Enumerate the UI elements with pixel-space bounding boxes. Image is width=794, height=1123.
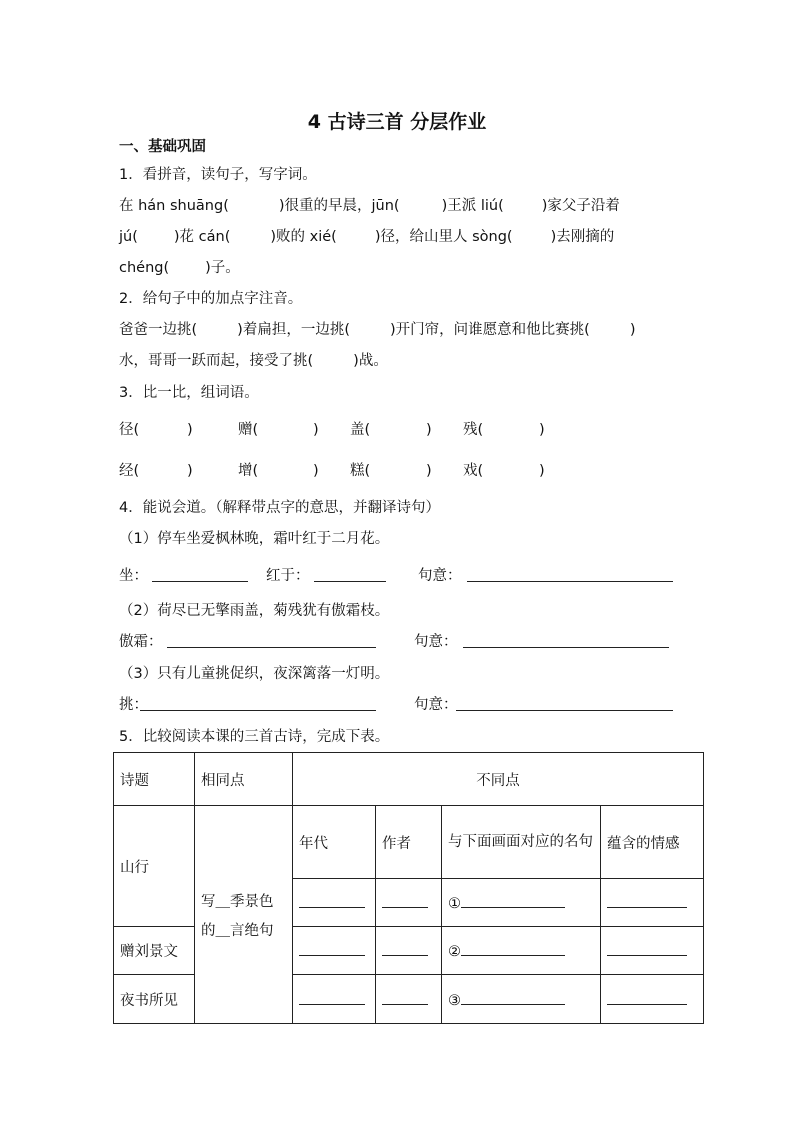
q1-text: 在 hán shuāng( xyxy=(119,198,229,214)
header-poem-title: 诗题 xyxy=(114,753,195,806)
circled-number: ③ xyxy=(448,992,461,1009)
answer-cell[interactable] xyxy=(293,879,376,927)
q3-r2-c3-close: ) xyxy=(426,463,432,479)
q1-text: )花 cán( xyxy=(173,229,231,245)
q3-r2-c2-close: ) xyxy=(313,463,319,479)
answer-cell[interactable] xyxy=(293,975,376,1024)
q1-text: )王派 liú( xyxy=(441,198,504,214)
q2-text: ) xyxy=(629,322,636,338)
poem-zengliujingwen: 赠刘景文 xyxy=(114,927,195,975)
page-title: 4 古诗三首 分层作业 xyxy=(307,111,487,133)
q4-sentence-3: （3）只有儿童挑促织，夜深篱落一灯明。 xyxy=(119,666,390,682)
q4-sentence-2: （2）荷尽已无擎雨盖，菊残犹有傲霜枝。 xyxy=(119,603,390,619)
answer-cell[interactable] xyxy=(601,927,704,975)
section-heading: 一、基础巩固 xyxy=(119,139,206,155)
poem-shanxing: 山行 xyxy=(114,806,195,927)
q2-line-1 xyxy=(119,320,636,340)
q3-r1-c3-close: ) xyxy=(426,422,432,438)
q3-r2-c3-open: 糕( xyxy=(350,463,371,479)
comparison-table xyxy=(113,752,704,1024)
q1-text: )去刚摘的 xyxy=(550,229,615,245)
q4-label-hongyu: 红于： xyxy=(266,568,310,584)
answer-cell[interactable] xyxy=(376,879,442,927)
q3-r2-c4-open: 戏( xyxy=(463,463,484,479)
q2-text: )战。 xyxy=(353,353,388,369)
q5-heading: 5．比较阅读本课的三首古诗，完成下表。 xyxy=(119,729,390,745)
q3-r2-c4-close: ) xyxy=(539,463,545,479)
q2-text: 水，哥哥一跃而起，接受了挑( xyxy=(119,353,314,369)
answer-cell[interactable] xyxy=(601,879,704,927)
q4-label-juyi: 句意： xyxy=(418,568,462,584)
q1-line-3 xyxy=(119,258,240,278)
answer-line[interactable] xyxy=(167,632,376,648)
q1-text: )很重的早晨，jūn( xyxy=(278,198,400,214)
q1-line-1 xyxy=(119,196,620,216)
answer-cell[interactable] xyxy=(293,927,376,975)
circled-number: ② xyxy=(448,944,461,960)
answer-cell[interactable] xyxy=(601,975,704,1024)
q4-label-juyi: 句意： xyxy=(414,697,458,713)
answer-cell[interactable] xyxy=(442,927,601,975)
answer-line[interactable] xyxy=(456,695,673,711)
answer-cell[interactable] xyxy=(376,975,442,1024)
q3-r1-c2-close: ) xyxy=(313,422,319,438)
q4-sentence-1: （1）停车坐爱枫林晚，霜叶红于二月花。 xyxy=(119,531,390,547)
q2-text: 爸爸一边挑( xyxy=(119,322,198,338)
subheader-author: 作者 xyxy=(376,806,442,879)
q3-r1-c4-close: ) xyxy=(539,422,545,438)
answer-cell[interactable] xyxy=(376,927,442,975)
common-point-cell xyxy=(195,806,293,1024)
q3-r1-c1-open: 径( xyxy=(119,422,140,438)
q3-r2-c1-close: ) xyxy=(187,463,193,479)
subheader-era: 年代 xyxy=(293,806,376,879)
q4-label-juyi: 句意： xyxy=(414,634,458,650)
q4-heading: 4．能说会道。（解释带点字的意思，并翻译诗句） xyxy=(119,500,440,516)
answer-line[interactable] xyxy=(140,695,376,711)
subheader-famous-line: 与下面画面对应的名句 xyxy=(442,806,601,879)
answer-line[interactable] xyxy=(467,566,673,582)
common-point-line-2: 的＿言绝句 xyxy=(201,922,274,939)
q4-label-aoshuang: 傲霜： xyxy=(119,634,163,650)
q3-r2-c1-open: 经( xyxy=(119,463,140,479)
answer-cell[interactable] xyxy=(442,879,601,927)
q2-text: )开门帘，问谁愿意和他比赛挑( xyxy=(390,322,590,338)
common-point-line-1: 写＿季景色 xyxy=(201,893,274,910)
answer-line[interactable] xyxy=(152,566,248,582)
q2-heading: 2．给句子中的加点字注音。 xyxy=(119,291,303,307)
q2-line-2 xyxy=(119,351,388,371)
q1-text: )败的 xié( xyxy=(270,229,337,245)
q1-text: )家父子沿着 xyxy=(541,198,620,214)
q2-text: )着扁担，一边挑( xyxy=(237,322,350,338)
circled-number: ① xyxy=(448,896,461,912)
q3-r1-c1-close: ) xyxy=(187,422,193,438)
header-differences: 不同点 xyxy=(293,753,704,806)
q3-r2-c2-open: 增( xyxy=(238,463,259,479)
q1-text: )子。 xyxy=(205,260,240,276)
q1-text: )径，给山里人 sòng( xyxy=(374,229,513,245)
q1-heading: 1．看拼音，读句子，写字词。 xyxy=(119,167,317,183)
q1-text: jú( xyxy=(119,229,138,245)
header-common: 相同点 xyxy=(195,753,293,806)
q3-heading: 3．比一比，组词语。 xyxy=(119,385,259,401)
answer-cell[interactable] xyxy=(442,975,601,1024)
q3-r1-c4-open: 残( xyxy=(463,422,484,438)
q4-label-tiao: 挑： xyxy=(119,697,148,713)
q1-text: chéng( xyxy=(119,260,170,276)
q1-line-2 xyxy=(119,227,614,247)
poem-yeshusuojian: 夜书所见 xyxy=(114,975,195,1024)
q3-r1-c2-open: 赠( xyxy=(238,422,259,438)
answer-line[interactable] xyxy=(314,566,386,582)
answer-line[interactable] xyxy=(463,632,669,648)
subheader-emotion: 蕴含的情感 xyxy=(601,806,704,879)
q4-label-zuo: 坐： xyxy=(119,568,148,584)
q3-r1-c3-open: 盖( xyxy=(350,422,371,438)
